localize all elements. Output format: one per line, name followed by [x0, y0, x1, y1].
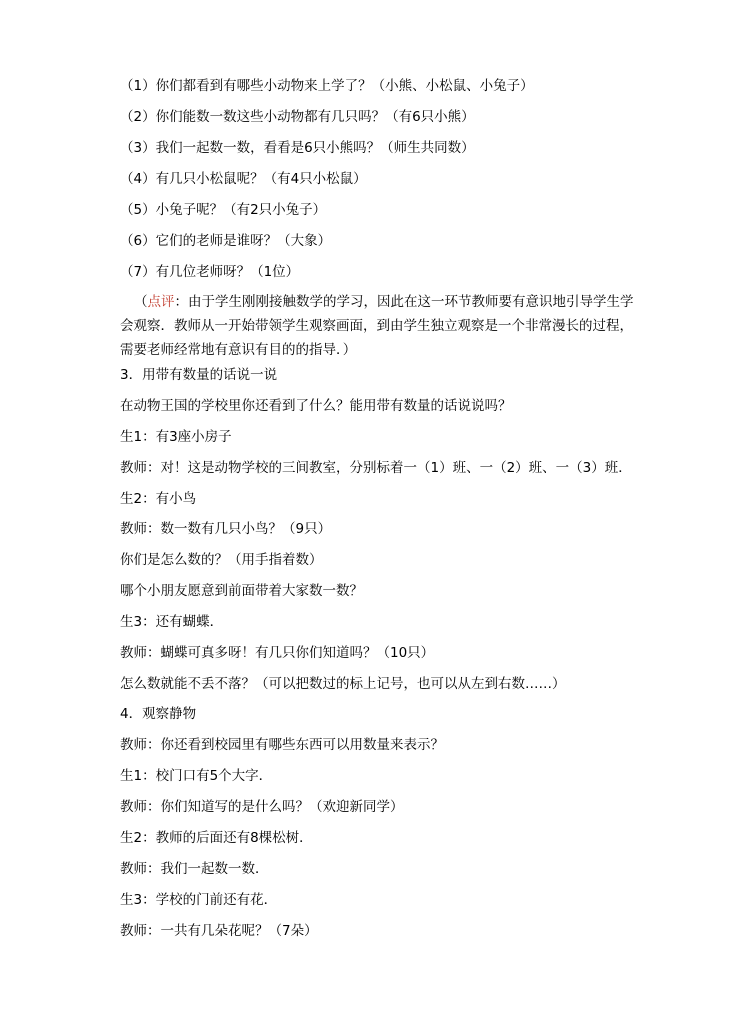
dialogue-line: 怎么数就能不丢不落？（可以把数过的标上记号，也可以从左到右数……） — [120, 676, 566, 692]
comment-paragraph — [120, 290, 640, 362]
section-heading: 4．观察静物 — [120, 706, 197, 722]
dialogue-line: 你们是怎么数的？（用手指着数） — [120, 552, 323, 568]
dialogue-line: 生1：校门口有5个大字． — [120, 768, 273, 784]
comment-label: 点评 — [147, 294, 175, 310]
dialogue-line: 生2：教师的后面还有8棵松树． — [120, 830, 313, 846]
comment-text: ：由于学生刚刚接触数学的学习，因此在这一环节教师要有意识地引导学生学会观察．教师从一开始带领学生观察画面，到由学生独立观察是一个非常漫长的过程，需要老师经常地有意识有目的的指导．） — [120, 294, 634, 358]
dialogue-line: 教师：我们一起数一数． — [120, 861, 269, 877]
dialogue-line: 生1：有3座小房子 — [120, 429, 232, 445]
dialogue-line: 生2：有小鸟 — [120, 491, 197, 507]
dialogue-line: 教师：蝴蝶可真多呀！有几只你们知道吗？（10只） — [120, 645, 435, 661]
dialogue-line: 教师：对！这是动物学校的三间教室，分别标着一（1）班、一（2）班、一（3）班． — [120, 460, 632, 476]
dialogue-line: 教师：数一数有几只小鸟？（9只） — [120, 521, 332, 537]
dialogue-line: 教师：你还看到校园里有哪些东西可以用数量来表示？ — [120, 737, 444, 753]
dialogue-line: 哪个小朋友愿意到前面带着大家数一数？ — [120, 583, 363, 599]
question-line: （2）你们能数一数这些小动物都有几只吗？（有6只小熊） — [120, 109, 475, 125]
section-heading: 3．用带有数量的话说一说 — [120, 367, 278, 383]
dialogue-line: 教师：你们知道写的是什么吗？（欢迎新同学） — [120, 799, 404, 815]
question-line: （4）有几只小松鼠呢？（有4只小松鼠） — [120, 171, 367, 187]
comment-open: （ — [134, 294, 148, 310]
question-line: （1）你们都看到有哪些小动物来上学了？（小熊、小松鼠、小兔子） — [120, 78, 534, 94]
dialogue-line: 生3：学校的门前还有花． — [120, 892, 278, 908]
question-line: （7）有几位老师呀？（1位） — [120, 264, 300, 280]
dialogue-line: 教师：一共有几朵花呢？（7朵） — [120, 923, 318, 939]
question-line: （3）我们一起数一数，看看是6只小熊吗？（师生共同数） — [120, 140, 475, 156]
question-line: （5）小兔子呢？（有2只小兔子） — [120, 202, 327, 218]
question-line: （6）它们的老师是谁呀？（大象） — [120, 233, 332, 249]
dialogue-line: 生3：还有蝴蝶． — [120, 614, 224, 630]
dialogue-line: 在动物王国的学校里你还看到了什么？能用带有数量的话说说吗？ — [120, 398, 512, 414]
